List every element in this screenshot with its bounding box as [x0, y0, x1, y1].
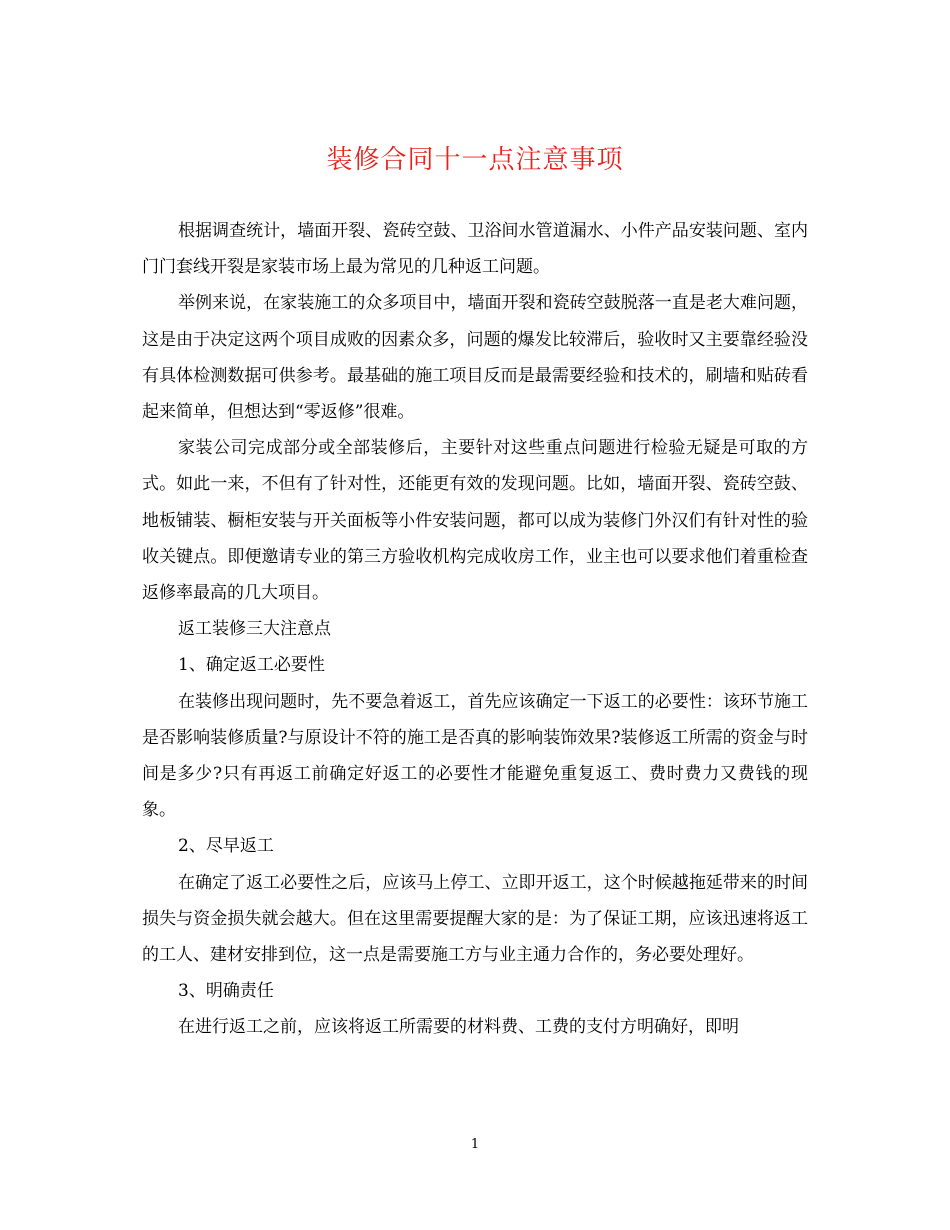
paragraph: 在装修出现问题时，先不要急着返工，首先应该确定一下返工的必要性：该环节施工是否影响装修质量?与原设计不符的施工是否真的影响装饰效果?装修返工所需的资金与时间是多少?只有再返工前确定好返工的必要性才能避免重复返工、费时费力又费钱的现象。	[142, 691, 808, 821]
paragraph: 家装公司完成部分或全部装修后，主要针对这些重点问题进行检验无疑是可取的方式。如此一来，不但有了针对性，还能更有效的发现问题。比如，墙面开裂、瓷砖空鼓、地板铺装、橱柜安装与开关面板等小件安装问题，都可以成为装修门外汉们有针对性的验收关键点。即便邀请专业的第三方验收机构完成收房工作，业主也可以要求他们着重检查返修率最高的几大项目。	[142, 438, 808, 604]
paragraph: 根据调查统计，墙面开裂、瓷砖空鼓、卫浴间水管道漏水、小件产品安装问题、室内门门套线开裂是家装市场上最为常见的几种返工问题。	[142, 221, 808, 278]
subsection-heading: 3、明确责任	[178, 981, 274, 1002]
document-title: 装修合同十一点注意事项	[326, 145, 624, 175]
subsection-heading: 2、尽早返工	[178, 836, 274, 857]
document-body	[142, 213, 808, 1046]
paragraph: 在确定了返工必要性之后，应该马上停工、立即开返工，这个时候越拖延带来的时间损失与资金损失就会越大。但在这里需要提醒大家的是：为了保证工期，应该迅速将返工的工人、建材安排到位，这一点是需要施工方与业主通力合作的，务必要处理好。	[142, 872, 808, 966]
paragraph: 在进行返工之前，应该将返工所需要的材料费、工费的支付方明确好，即明	[178, 1017, 739, 1038]
paragraph: 举例来说，在家装施工的众多项目中，墙面开裂和瓷砖空鼓脱落一直是老大难问题，这是由于决定这两个项目成败的因素众多，问题的爆发比较滞后，验收时又主要靠经验没有具体检测数据可供参考。最基础的施工项目反而是最需要经验和技术的，刷墙和贴砖看起来简单，但想达到“零返修”很难。	[142, 293, 808, 423]
section-heading: 返工装修三大注意点	[178, 619, 331, 640]
subsection-heading: 1、确定返工必要性	[178, 655, 325, 676]
page-number: 1	[470, 1137, 480, 1152]
